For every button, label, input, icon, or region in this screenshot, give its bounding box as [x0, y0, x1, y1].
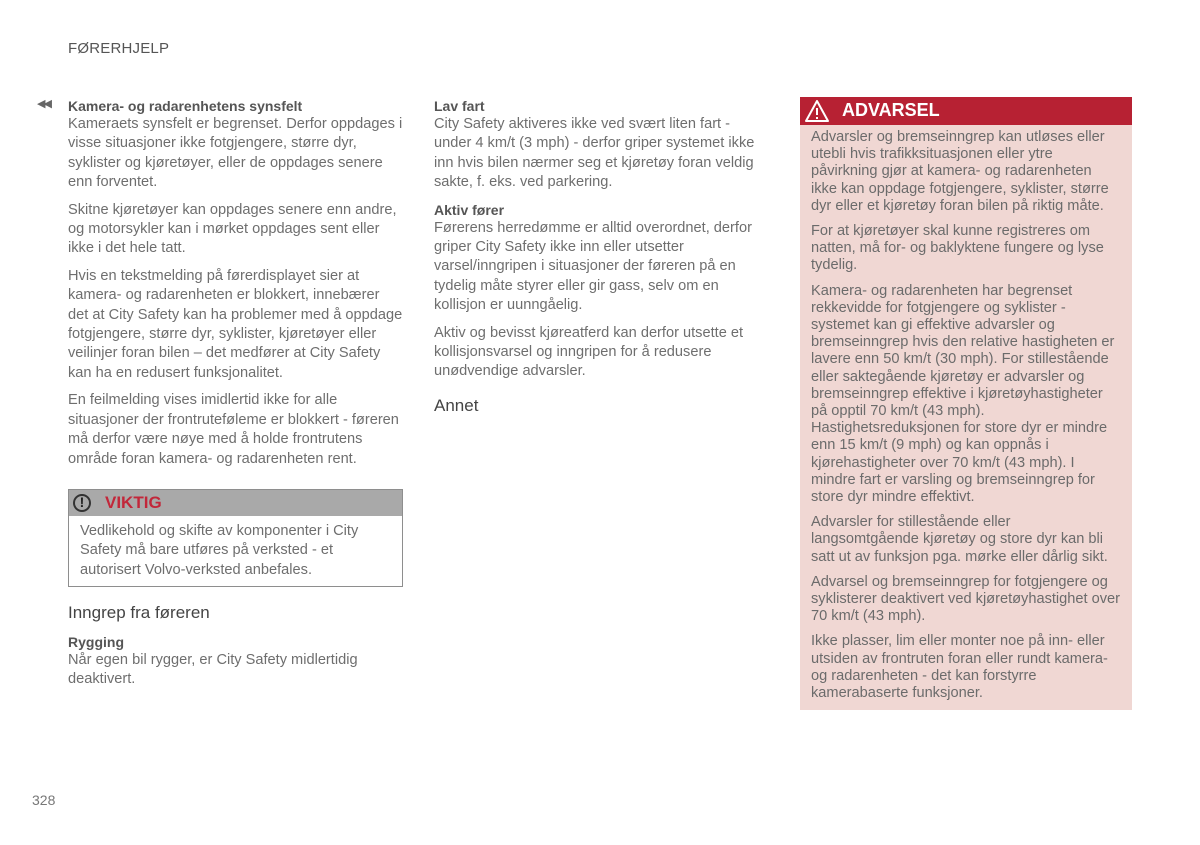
paragraph: En feilmelding vises imidlertid ikke for alle situasjoner der frontruteføleme er blokkert - føreren må derfor være nøye med å holde frontrutens område foran kamera- og radarenheten rent.: [68, 392, 399, 467]
warning-paragraph: For at kjøretøyer skal kunne registreres om natten, må for- og baklyktene fungere og lyse tydelig.: [811, 223, 1104, 274]
warning-title: ADVARSEL: [842, 100, 940, 121]
warning-box: [800, 97, 1132, 710]
back-arrow-icon[interactable]: ◀◀: [37, 98, 50, 110]
paragraph: Kameraets synsfelt er begrenset. Derfor oppdages i visse situasjoner ikke fotgjengere, større dyr, syklister og kjøretøyer, eller de oppdages senere enn forventet.: [68, 116, 403, 191]
important-notice-box: [68, 489, 403, 587]
important-notice-header: [69, 490, 402, 516]
paragraph: Aktiv og bevisst kjøreatferd kan derfor utsette et kollisjonsvarsel og inngripen for å redusere unødvendige advarsler.: [434, 324, 744, 380]
paragraph: City Safety aktiveres ikke ved svært liten fart - under 4 km/t (3 mph) - derfor griper systemet ikke inn hvis bilen nærmer seg et kjøretøy foran veldig sakte, f. eks. ved parkering.: [434, 116, 755, 191]
section-title-other: Annet: [434, 395, 479, 415]
page-number: 328: [32, 792, 56, 808]
subheading-low-speed: Lav fart: [434, 98, 485, 114]
column-middle: [434, 97, 769, 425]
paragraph: Førerens herredømme er alltid overordnet, derfor griper City Safety ikke inn eller utsetter varsel/inngripen i situasjoner der føreren på en tydelig måte styrer eller gir gass, selv om en kollisjon er uunngåelig.: [434, 219, 752, 314]
subheading-reversing: Rygging: [68, 633, 124, 650]
page-header: FØRERHJELP: [68, 40, 170, 57]
paragraph: Skitne kjøretøyer kan oppdages senere enn andre, og motorsykler kan i mørket oppdages sent eller ikke i det hele tatt.: [68, 201, 397, 257]
column-right: [800, 97, 1132, 710]
warning-paragraph: Ikke plasser, lim eller monter noe på inn- eller utsiden av frontruten foran eller rundt kamera- og radarenheten - det kan forstyrre kamerabaserte funksjoner.: [811, 633, 1108, 702]
warning-header: [800, 97, 1132, 125]
exclamation-circle-icon: !: [73, 494, 91, 512]
subheading-active-driver: Aktiv fører: [434, 201, 505, 218]
column-left: [68, 97, 403, 697]
warning-paragraph: Advarsler og bremseinngrep kan utløses eller utebli hvis trafikksituasjonen eller ytre påvirkning gjør at kamera- og radarenheten ikke kan oppdage fotgjengere, syklister, større dyr eller et kjøretøy foran bilen på riktig måte.: [811, 129, 1109, 214]
paragraph: Når egen bil rygger, er City Safety midlertidig deaktivert.: [68, 651, 358, 687]
warning-body: [800, 125, 1132, 710]
warning-paragraph: Kamera- og radarenheten har begrenset rekkevidde for fotgjengere og syklister - systemet kan gi effektive advarsler og bremseinngrep hvis den relative hastigheten er lavere enn 50 km/t (30 mph). For stillestående eller saktegående kjøretøy er advarsler og bremseinngrep effektive i kjøretøyhastigheter på opptil 70 km/t (43 mph). Hastighetsreduksjonen for store dyr er mindre enn 15 km/t (9 mph) og kan oppnås i kjørehastigheter over 70 km/t (43 mph). I mindre fart er varsling og bremseinngrep for store dyr mindre effektivt.: [811, 282, 1115, 506]
important-notice-text: Vedlikehold og skifte av komponenter i City Safety må bare utføres på verksted - et autorisert Volvo-verksted anbefales.: [80, 522, 359, 578]
paragraph: Hvis en tekstmelding på førerdisplayet sier at kamera- og radarenheten er blokkert, innebærer det at City Safety kan ha problemer med å oppdage fotgjengere, større dyr, syklister, kjøretøyer eller veilinjer foran bilen – det medfører at City Safety kan ha en redusert funksjonalitet.: [68, 267, 403, 381]
warning-paragraph: Advarsel og bremseinngrep for fotgjengere og syklisterer deaktivert ved kjøretøyhastighet over 70 km/t (43 mph).: [811, 573, 1121, 625]
section-heading-camera-radar: Kamera- og radarenhetens synsfelt: [68, 98, 303, 114]
warning-paragraph: Advarsler for stillestående eller langsomtgående kjøretøy og store dyr kan bli satt ut av funksjon pga. mørke eller dårlig sikt.: [811, 514, 1108, 565]
important-notice-title: VIKTIG: [105, 493, 162, 513]
warning-triangle-icon: [804, 99, 830, 123]
section-title-driver-intervention: Inngrep fra føreren: [68, 603, 210, 623]
